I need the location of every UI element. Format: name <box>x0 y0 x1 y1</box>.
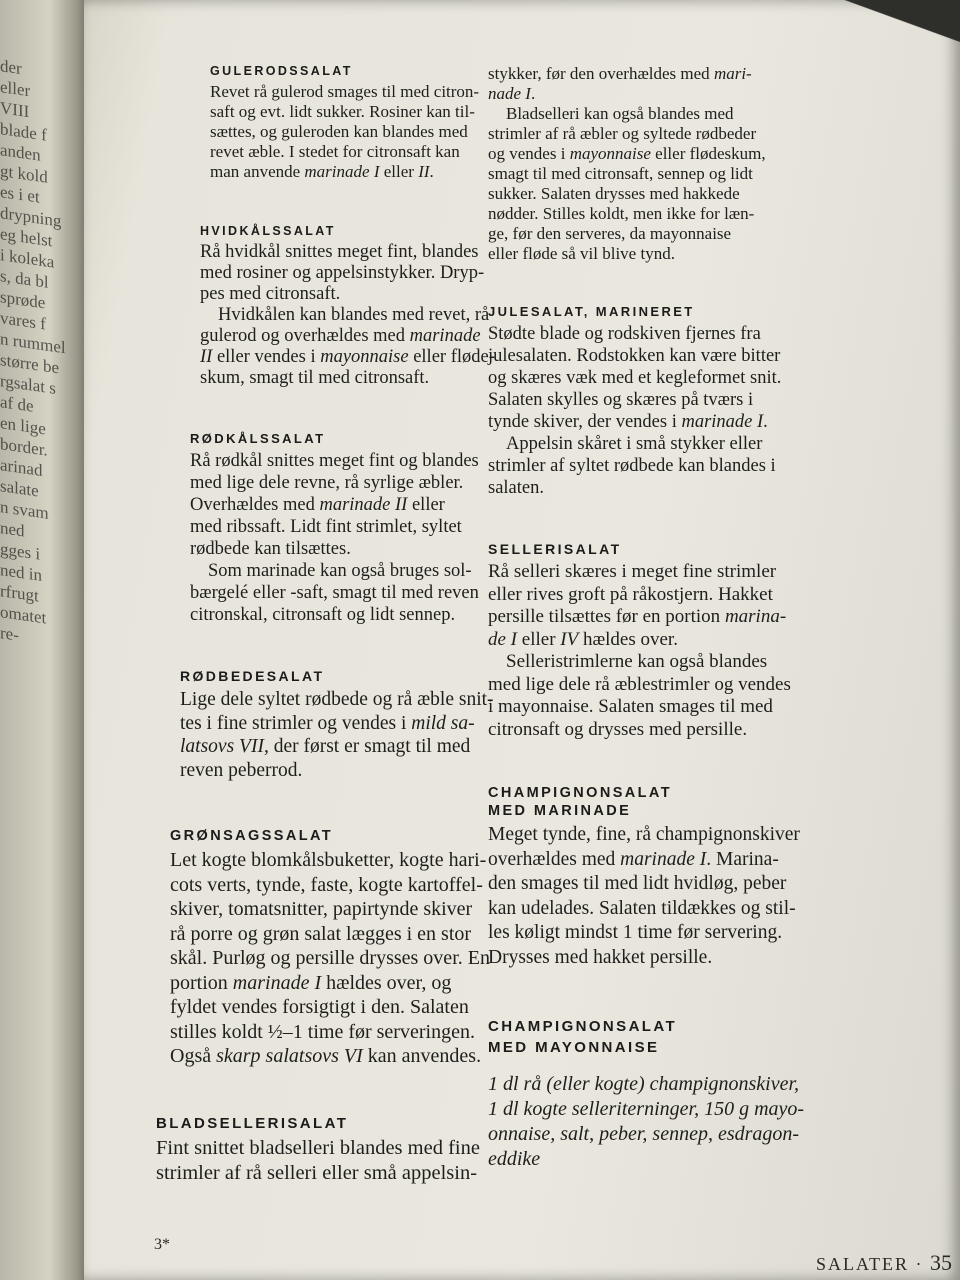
background-corner <box>840 0 960 60</box>
recipe-line: Meget tynde, fine, rå champignonskiver <box>488 824 800 845</box>
previous-page-fragment: omatet <box>0 602 47 628</box>
previous-page-fragment: ned <box>0 518 25 541</box>
signature-mark: 3* <box>154 1236 170 1253</box>
recipe-line: stykker, før den overhældes med mari- <box>488 64 752 83</box>
recipe-line: kan udelades. Salaten tildækkes og stil- <box>488 897 796 919</box>
previous-page-edge <box>0 0 90 1280</box>
recipe-line: Lige dele syltet rødbede og rå æble snit- <box>180 689 494 710</box>
recipe-line: rødbede kan tilsættes. <box>190 539 351 559</box>
recipe-line: revet æble. I stedet for citronsaft kan <box>210 142 460 161</box>
recipe-line: Bladselleri kan også blandes med <box>506 104 734 123</box>
previous-page-fragment: sprøde <box>0 287 46 313</box>
previous-page-fragment: re- <box>0 623 19 645</box>
recipe-line: Salaten skylles og skæres på tværs i <box>488 390 754 410</box>
recipe-line: Rå selleri skæres i meget fine strimler <box>488 561 777 582</box>
recipe-title: CHAMPIGNONSALAT <box>488 785 672 801</box>
previous-page-fragment: eg helst <box>0 224 53 251</box>
recipe-line: Selleristrimlerne kan også blandes <box>506 651 768 672</box>
recipe-line: de I eller IV hældes over. <box>488 628 678 650</box>
previous-page-fragment: i koleka <box>0 245 55 272</box>
recipe-line: og skæres væk med et kegleformet snit. <box>488 368 782 388</box>
recipe-line: julesalaten. Rodstokken kan være bitter <box>488 346 781 366</box>
recipe-line: sukker. Salaten drysses med hakkede <box>488 184 740 203</box>
previous-page-fragment: der <box>0 56 22 79</box>
recipe-julesalat-marineret <box>488 304 947 499</box>
recipe-champignonsalat-med-marinade <box>488 785 947 970</box>
recipe-line: sættes, og guleroden kan blandes med <box>210 122 468 141</box>
previous-page-fragment: en lige <box>0 413 46 439</box>
recipe-line: cots verts, tynde, faste, kogte kartoffel- <box>170 873 483 896</box>
previous-page-fragment: gges i <box>0 539 41 564</box>
recipe-line: skum, smagt til med citronsaft. <box>200 368 430 388</box>
recipe-line: stilles koldt ½–1 time før serveringen. <box>170 1020 475 1043</box>
recipe-line: med lige dele rå æblestrimler og vendes <box>488 673 791 695</box>
recipe-line: strimler af rå selleri eller små appelsin- <box>156 1161 478 1184</box>
ingredient-line: eddike <box>488 1148 541 1170</box>
recipe-line: Som marinade kan også bruges sol- <box>208 561 472 581</box>
recipe-title: MED MARINADE <box>488 803 632 819</box>
page-number: 35 <box>930 1250 953 1275</box>
ingredient-line: 1 dl rå (eller kogte) champignonskiver, <box>488 1073 800 1095</box>
ingredient-line: onnaise, salt, peber, sennep, esdragon- <box>488 1123 800 1145</box>
recipe-line: Let kogte blomkålsbuketter, kogte hari- <box>170 849 487 871</box>
recipe-bladsellerisalat <box>156 1115 544 1186</box>
previous-page-fragment: drypning <box>0 203 62 231</box>
previous-page-fragment: arinad <box>0 455 43 481</box>
recipe-line: man anvende marinade I eller II. <box>210 162 434 181</box>
recipe-line: med ribssaft. Lidt fint strimlet, syltet <box>190 517 462 537</box>
recipe-line: med lige dele revne, rå syrlige æbler. <box>190 473 464 493</box>
right-column <box>488 64 947 1172</box>
recipe-line: strimler af rå æbler og syltede rødbeder <box>488 124 757 143</box>
recipe-line: Fint snittet bladselleri blandes med fine <box>156 1136 480 1159</box>
recipe-title: SELLERISALAT <box>488 541 622 557</box>
recipe-title: MED MAYONNAISE <box>488 1039 660 1056</box>
recipe-title: HVIDKÅLSSALAT <box>200 224 336 238</box>
recipe-sellerisalat <box>488 541 947 741</box>
recipe-line: persille tilsættes før en portion marina- <box>488 606 787 627</box>
recipe-line: II eller vendes i mayonnaise eller fløde- <box>200 347 495 367</box>
previous-page-fragment: af de <box>0 392 34 416</box>
recipe-line: Rå hvidkål snittes meget fint, blandes <box>200 242 479 262</box>
previous-page-fragment: salate <box>0 476 39 501</box>
previous-page-fragment: vares f <box>0 308 46 334</box>
recipe-line: citronsaft og drysses med persille. <box>488 718 748 740</box>
section-name: SALATER <box>816 1254 910 1274</box>
recipe-line: skål. Purløg og persille drysses over. En <box>170 947 490 969</box>
book-page <box>84 0 960 1280</box>
recipe-title: GRØNSAGSSALAT <box>170 828 334 844</box>
recipe-line: Drysses med hakket persille. <box>488 946 713 968</box>
previous-page-fragment: anden <box>0 140 41 165</box>
previous-page-fragment: større be <box>0 350 60 378</box>
left-column <box>154 64 544 1186</box>
recipe-line: i mayonnaise. Salaten smages til med <box>488 696 773 717</box>
previous-page-fragment: n rummel <box>0 329 66 358</box>
previous-page-text <box>0 55 70 653</box>
recipe-line: Stødte blade og rodskiven fjernes fra <box>488 324 761 344</box>
recipe-line: overhældes med marinade I. Marina- <box>488 848 779 870</box>
recipe-line: Rå rødkål snittes meget fint og blandes <box>190 451 479 471</box>
recipe-line: portion marinade I hældes over, og <box>170 971 452 994</box>
recipe-line: tynde skiver, der vendes i marinade I. <box>488 412 768 432</box>
recipe-line: Appelsin skåret i små stykker eller <box>506 434 763 454</box>
recipe-title: GULERODSSALAT <box>210 64 353 78</box>
previous-page-fragment: VIII <box>0 98 30 122</box>
previous-page-fragment: s, da bl <box>0 266 49 292</box>
recipe-line: les køligt mindst 1 time før servering. <box>488 922 783 943</box>
recipe-line: latsovs VII, der først er smagt til med <box>180 736 471 757</box>
recipe-line: den smages til med lidt hvidløg, peber <box>488 873 787 894</box>
recipe-line: med rosiner og appelsinstykker. Dryp- <box>200 263 485 283</box>
recipe-line: gulerod og overhældes med marinade <box>200 326 481 346</box>
recipe-line: reven peberrod. <box>180 759 303 781</box>
previous-page-fragment: border. <box>0 434 48 460</box>
previous-page-fragment: n svam <box>0 497 49 523</box>
previous-page-fragment: rgsalat s <box>0 371 56 398</box>
recipe-line: eller fløde så vil blive tynd. <box>488 244 675 263</box>
recipe-line: strimler af syltet rødbede kan blandes i <box>488 456 776 476</box>
recipe-line: Overhældes med marinade II eller <box>190 495 445 515</box>
previous-page-fragment: es i et <box>0 182 40 207</box>
recipe-line: pes med citronsaft. <box>200 284 341 304</box>
recipe-line: fyldet vendes forsigtigt i den. Salaten <box>170 996 469 1018</box>
recipe-line: Hvidkålen kan blandes med revet, rå <box>218 305 490 325</box>
recipe-title: RØDKÅLSSALAT <box>190 431 326 446</box>
previous-page-fragment: ned in <box>0 560 43 585</box>
recipe-line: nade I. <box>488 84 536 103</box>
ingredient-line: 1 dl kogte selleriterninger, 150 g mayo- <box>488 1098 805 1120</box>
previous-page-fragment: blade f <box>0 119 47 145</box>
recipe-line: smagt til med citronsaft, sennep og lidt <box>488 164 753 183</box>
recipe-line: nødder. Stilles koldt, men ikke for læn- <box>488 204 755 223</box>
recipe-bladsellerisalat-continued <box>488 64 947 264</box>
recipe-line: eller rives groft på råkostjern. Hakket <box>488 583 773 605</box>
running-footer <box>816 1250 952 1276</box>
previous-page-fragment: gt kold <box>0 161 48 187</box>
recipe-champignonsalat-med-mayonnaise <box>488 1018 947 1172</box>
recipe-title: CHAMPIGNONSALAT <box>488 1018 678 1035</box>
recipe-line: saft og evt. lidt sukker. Rosiner kan til- <box>210 102 475 121</box>
previous-page-fragment: eller <box>0 77 31 101</box>
recipe-line: citronskal, citronsaft og lidt sennep. <box>190 605 456 625</box>
recipe-line: bærgelé eller -saft, smagt til med reven <box>190 583 479 603</box>
recipe-line: salaten. <box>488 478 544 498</box>
recipe-line: skiver, tomatsnitter, papirtynde skiver <box>170 898 473 920</box>
recipe-line: Revet rå gulerod smages til med citron- <box>210 82 480 101</box>
recipe-title: RØDBEDESALAT <box>180 668 325 684</box>
recipe-line: tes i fine strimler og vendes i mild sa- <box>180 712 475 734</box>
recipe-line: og vendes i mayonnaise eller flødeskum, <box>488 144 766 163</box>
recipe-line: rå porre og grøn salat lægges i en stor <box>170 922 472 945</box>
recipe-title: BLADSELLERISALAT <box>156 1114 349 1132</box>
recipe-title: JULESALAT, MARINERET <box>488 304 695 319</box>
previous-page-fragment: rfrugt <box>0 581 39 606</box>
recipe-line: ge, før den serveres, da mayonnaise <box>488 224 732 243</box>
recipe-line: Også skarp salatsovs VI kan anvendes. <box>170 1045 482 1067</box>
footer-separator: · <box>915 1254 924 1274</box>
